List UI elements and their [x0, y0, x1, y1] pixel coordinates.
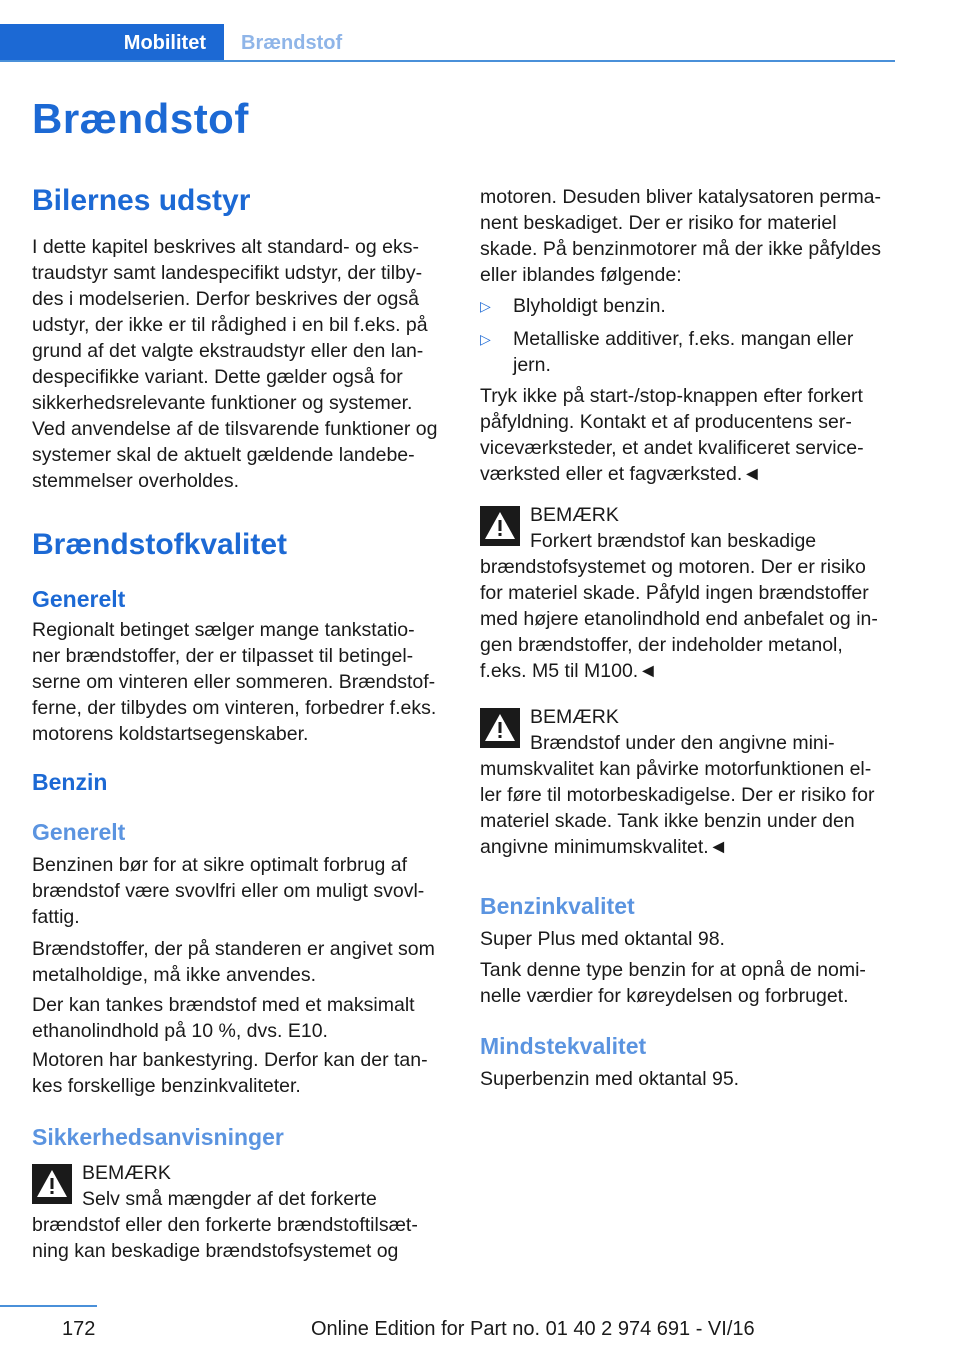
- section-title-braendstofkvalitet: Brændstofkvalitet: [32, 528, 288, 561]
- bullet-triangle-icon: ▷: [480, 298, 491, 314]
- tab-braendstof[interactable]: Brændstof: [241, 31, 343, 54]
- warning-label: BEMÆRK: [530, 504, 619, 526]
- subheading-benzin: Benzin: [32, 769, 108, 795]
- paragraph-mindstekvalitet: Superbenzin med oktantal 95.: [480, 1068, 740, 1090]
- paragraph-benzin-1: Benzinen bør for at sikre optimalt forbrug af brændstof være svovlfri eller om muligt svovl- fattig.: [32, 854, 425, 928]
- paragraph-benzinkvalitet-1: Super Plus med oktantal 98.: [480, 928, 725, 950]
- section-title-bilernes-udstyr: Bilernes udstyr: [32, 184, 251, 217]
- subheading-sikkerhedsanvisninger: Sikkerhedsanvisninger: [32, 1124, 284, 1150]
- subheading-benzin-generelt: Generelt: [32, 819, 126, 845]
- list-item: ▷ Blyholdigt benzin.: [480, 295, 666, 317]
- paragraph-generelt: Regionalt betinget sælger mange tankstatio- ner brændstoffer, der er tilpasset til betingel- serne om vinteren eller sommeren. Brændstof- ferne, der tilbydes om vinteren, forbedrer f.eks. motorens koldstartsegenskaber.: [32, 619, 437, 745]
- warning-triangle-icon: [32, 1164, 72, 1204]
- page-header: [0, 0, 895, 62]
- subheading-mindstekvalitet: Mindstekvalitet: [480, 1033, 647, 1059]
- list-item: ▷ Metalliske additiver, f.eks. mangan eller jern.: [480, 328, 854, 376]
- tab-mobilitet[interactable]: Mobilitet: [0, 24, 224, 62]
- header-rule: [0, 60, 895, 62]
- paragraph-bilernes-udstyr: I dette kapitel beskrives alt standard- og eks- traudstyr samt landespecifikt udstyr, der tilby- des i modelserien. Derfor beskrives der også udstyr, der ikke er til rådighed i en bil f.eks. på grund af det valgte ekstraudstyr eller den lan- despecifikke variant. Dette gælder også for sikkerhedsrelevante funktioner og systemer. Ved anvendelse af de tilsvarende funktioner og systemer skal de aktuelt gældende landebe- stemmelser overholdes.: [32, 236, 438, 492]
- warning-note-2: BEMÆRK Forkert brændstof kan beskadige brændstofsystemet og motoren. Der er risiko for materiel skade. Påfyld ingen brændstoffer med højere etanolindhold end anbefalet og in- gen brændstoffer, der indeholder metanol, f.eks. M5 til M100.◄: [480, 504, 878, 682]
- warning-note-1: BEMÆRK Selv små mængder af det forkerte brændstof eller den forkerte brændstoftilsæt- ning kan beskadige brændstofsystemet og: [32, 1162, 418, 1262]
- subheading-benzinkvalitet: Benzinkvalitet: [480, 893, 635, 919]
- paragraph-continued: motoren. Desuden bliver katalysatoren perma- nent beskadiget. Der er risiko for materiel skade. På benzinmotorer må der ikke påfyldes eller iblandes følgende:: [480, 186, 882, 286]
- warning-triangle-icon: [480, 506, 520, 546]
- bullet-triangle-icon: ▷: [480, 331, 491, 347]
- paragraph-tryk-ikke: Tryk ikke på start-/stop-knappen efter forkert påfyldning. Kontakt et af producentens ser- viceværksteder, et andet kvalificeret service- værksted eller et fagværksted.◄: [480, 385, 864, 485]
- paragraph-benzin-3: Der kan tankes brændstof med et maksimalt ethanolindhold på 10 %, dvs. E10.: [32, 994, 415, 1042]
- page-title: Brændstof: [32, 95, 249, 142]
- warning-label: BEMÆRK: [530, 706, 619, 728]
- paragraph-benzin-4: Motoren har bankestyring. Derfor kan der tan- kes forskellige benzinkvaliteter.: [32, 1049, 428, 1097]
- paragraph-benzinkvalitet-2: Tank denne type benzin for at opnå de nomi- nelle værdier for køreydelsen og forbruget.: [480, 959, 866, 1007]
- warning-label: BEMÆRK: [82, 1162, 171, 1184]
- footer-rule: [0, 1305, 97, 1307]
- page-number: 172: [62, 1318, 96, 1340]
- warning-triangle-icon: [480, 708, 520, 748]
- edition-note: Online Edition for Part no. 01 40 2 974 691 - VI/16: [311, 1318, 755, 1340]
- paragraph-benzin-2: Brændstoffer, der på standeren er angivet som metalholdige, må ikke anvendes.: [32, 938, 435, 986]
- warning-note-3: BEMÆRK Brændstof under den angivne mini- mumskvalitet kan påvirke motorfunktionen el- ler føre til motorbeskadigelse. Der er risiko for materiel skade. Tank ikke benzin under den angivne minimumskvalitet.◄: [480, 706, 875, 858]
- subheading-generelt: Generelt: [32, 586, 126, 612]
- bullet-list: [480, 293, 892, 378]
